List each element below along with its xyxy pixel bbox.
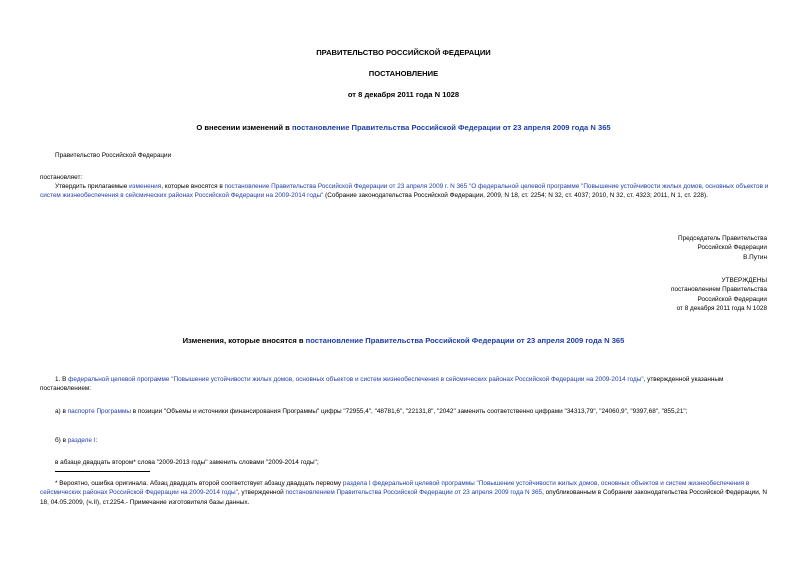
signature-country: Российской Федерации <box>697 244 767 252</box>
approved-block <box>671 276 767 313</box>
signature-title: Председатель Правительства <box>678 235 767 242</box>
item-a <box>40 407 770 416</box>
item-b-text-a: б) в <box>55 437 68 444</box>
item-a-text-a: а) в <box>55 408 68 415</box>
changes-link[interactable]: изменения <box>129 183 162 190</box>
title-prefix: О внесении изменений в <box>196 123 292 132</box>
item-b-text: в абзаце двадцать втором* слова "2009-2013 годы" заменить словами "2009-2014 годы"; <box>55 459 319 466</box>
footnote <box>40 479 770 507</box>
signature-name: В.Путин <box>743 253 767 261</box>
program-passport-link[interactable]: паспорте Программы <box>67 408 131 415</box>
body-paragraph-1: Правительство Российской Федерации <box>55 152 172 159</box>
p3-text-c: (Собрание законодательства Российской Федерации, 2009, N 18, ст. 2254; N 32, ст. 4037; 2010, N 32, ст. 4323; 2011, N 1, ст. 228). <box>323 192 708 200</box>
footnote-text-a: * Вероятно, ошибка оригинала. Абзац двадцать второй соответствует абзацу двадцать первому <box>55 480 343 487</box>
footnote-text-c: , опубликованным в Собрании законодательства Российской Федерации, N 18, 04.05.2009, (ч.II), ст.2254.- Примечание изготовителя базы данных. <box>40 489 767 506</box>
item-b <box>55 436 97 445</box>
item-1 <box>40 375 770 394</box>
government-heading: ПРАВИТЕЛЬСТВО РОССИЙСКОЙ ФЕДЕРАЦИИ <box>316 48 491 57</box>
approved-country: Российской Федерации <box>697 295 767 303</box>
footnote-resolution-link[interactable]: постановлением Правительства Российской Федерации от 23 апреля 2009 года N 365 <box>285 489 543 497</box>
footnote-section-link[interactable]: раздела I федеральной целевой программы "Повышение устойчивости жилых домов, основных объектов и систем жизнеобеспечения в сейсмических районах Российской Федерации на 2009-2014 годы" <box>40 480 750 497</box>
approved-label: УТВЕРЖДЕНЫ <box>721 277 767 284</box>
p3-text-b: , которые вносятся в <box>161 183 225 190</box>
p3-text-a: Утвердить прилагаемые <box>55 183 130 190</box>
item-a-text-b: в позиции "Объемы и источники финансирования Программы" цифры "72955,4", "48781,6", "22131,8", "2042" заменить соответственно цифрами "34313,79", "24060,9", "9397,68", "855,21"; <box>131 408 688 415</box>
section-1-link[interactable]: разделе I <box>67 437 96 444</box>
changes-title-link[interactable]: постановление Правительства Российской Федерации от 23 апреля 2009 года N 365 <box>305 336 625 345</box>
document-title <box>0 122 807 133</box>
item-1-text-a: 1. В <box>55 376 69 383</box>
approved-by: постановлением Правительства <box>671 286 767 294</box>
program-link[interactable]: федеральной целевой программе "Повышение устойчивости жилых домов, основных объектов и систем жизнеобеспечения в сейсмических районах Российской Федерации на 2009-2014 годы" <box>68 376 644 383</box>
doc-type-heading: ПОСТАНОВЛЕНИЕ <box>368 69 439 78</box>
approved-date: от 8 декабря 2011 года N 1028 <box>676 304 767 312</box>
item-b-text-b: : <box>95 437 98 444</box>
date-number-heading: от 8 декабря 2011 года N 1028 <box>347 90 460 99</box>
changes-title <box>0 335 807 346</box>
footnote-text-b: , утвержденной <box>237 489 286 497</box>
footnote-divider <box>55 471 150 472</box>
resolution-365-link[interactable]: постановление Правительства Российской Федерации от 23 апреля 2009 г. N 365 "О федеральной целевой программе "Повышение устойчивости жилых домов, основных объектов и систем жизнеобеспечения в сейсмических районах Российской Федерации на 2009-2014 годы" <box>40 183 769 200</box>
body-paragraph-2: постановляет: <box>40 174 83 181</box>
changes-title-prefix: Изменения, которые вносятся в <box>182 336 306 345</box>
title-link[interactable]: постановление Правительства Российской Федерации от 23 апреля 2009 года N 365 <box>291 123 611 132</box>
body-paragraph-3 <box>40 182 770 201</box>
signature-block <box>678 234 767 262</box>
item-1-text-b: , утвержденной указанным постановлением: <box>40 376 724 393</box>
